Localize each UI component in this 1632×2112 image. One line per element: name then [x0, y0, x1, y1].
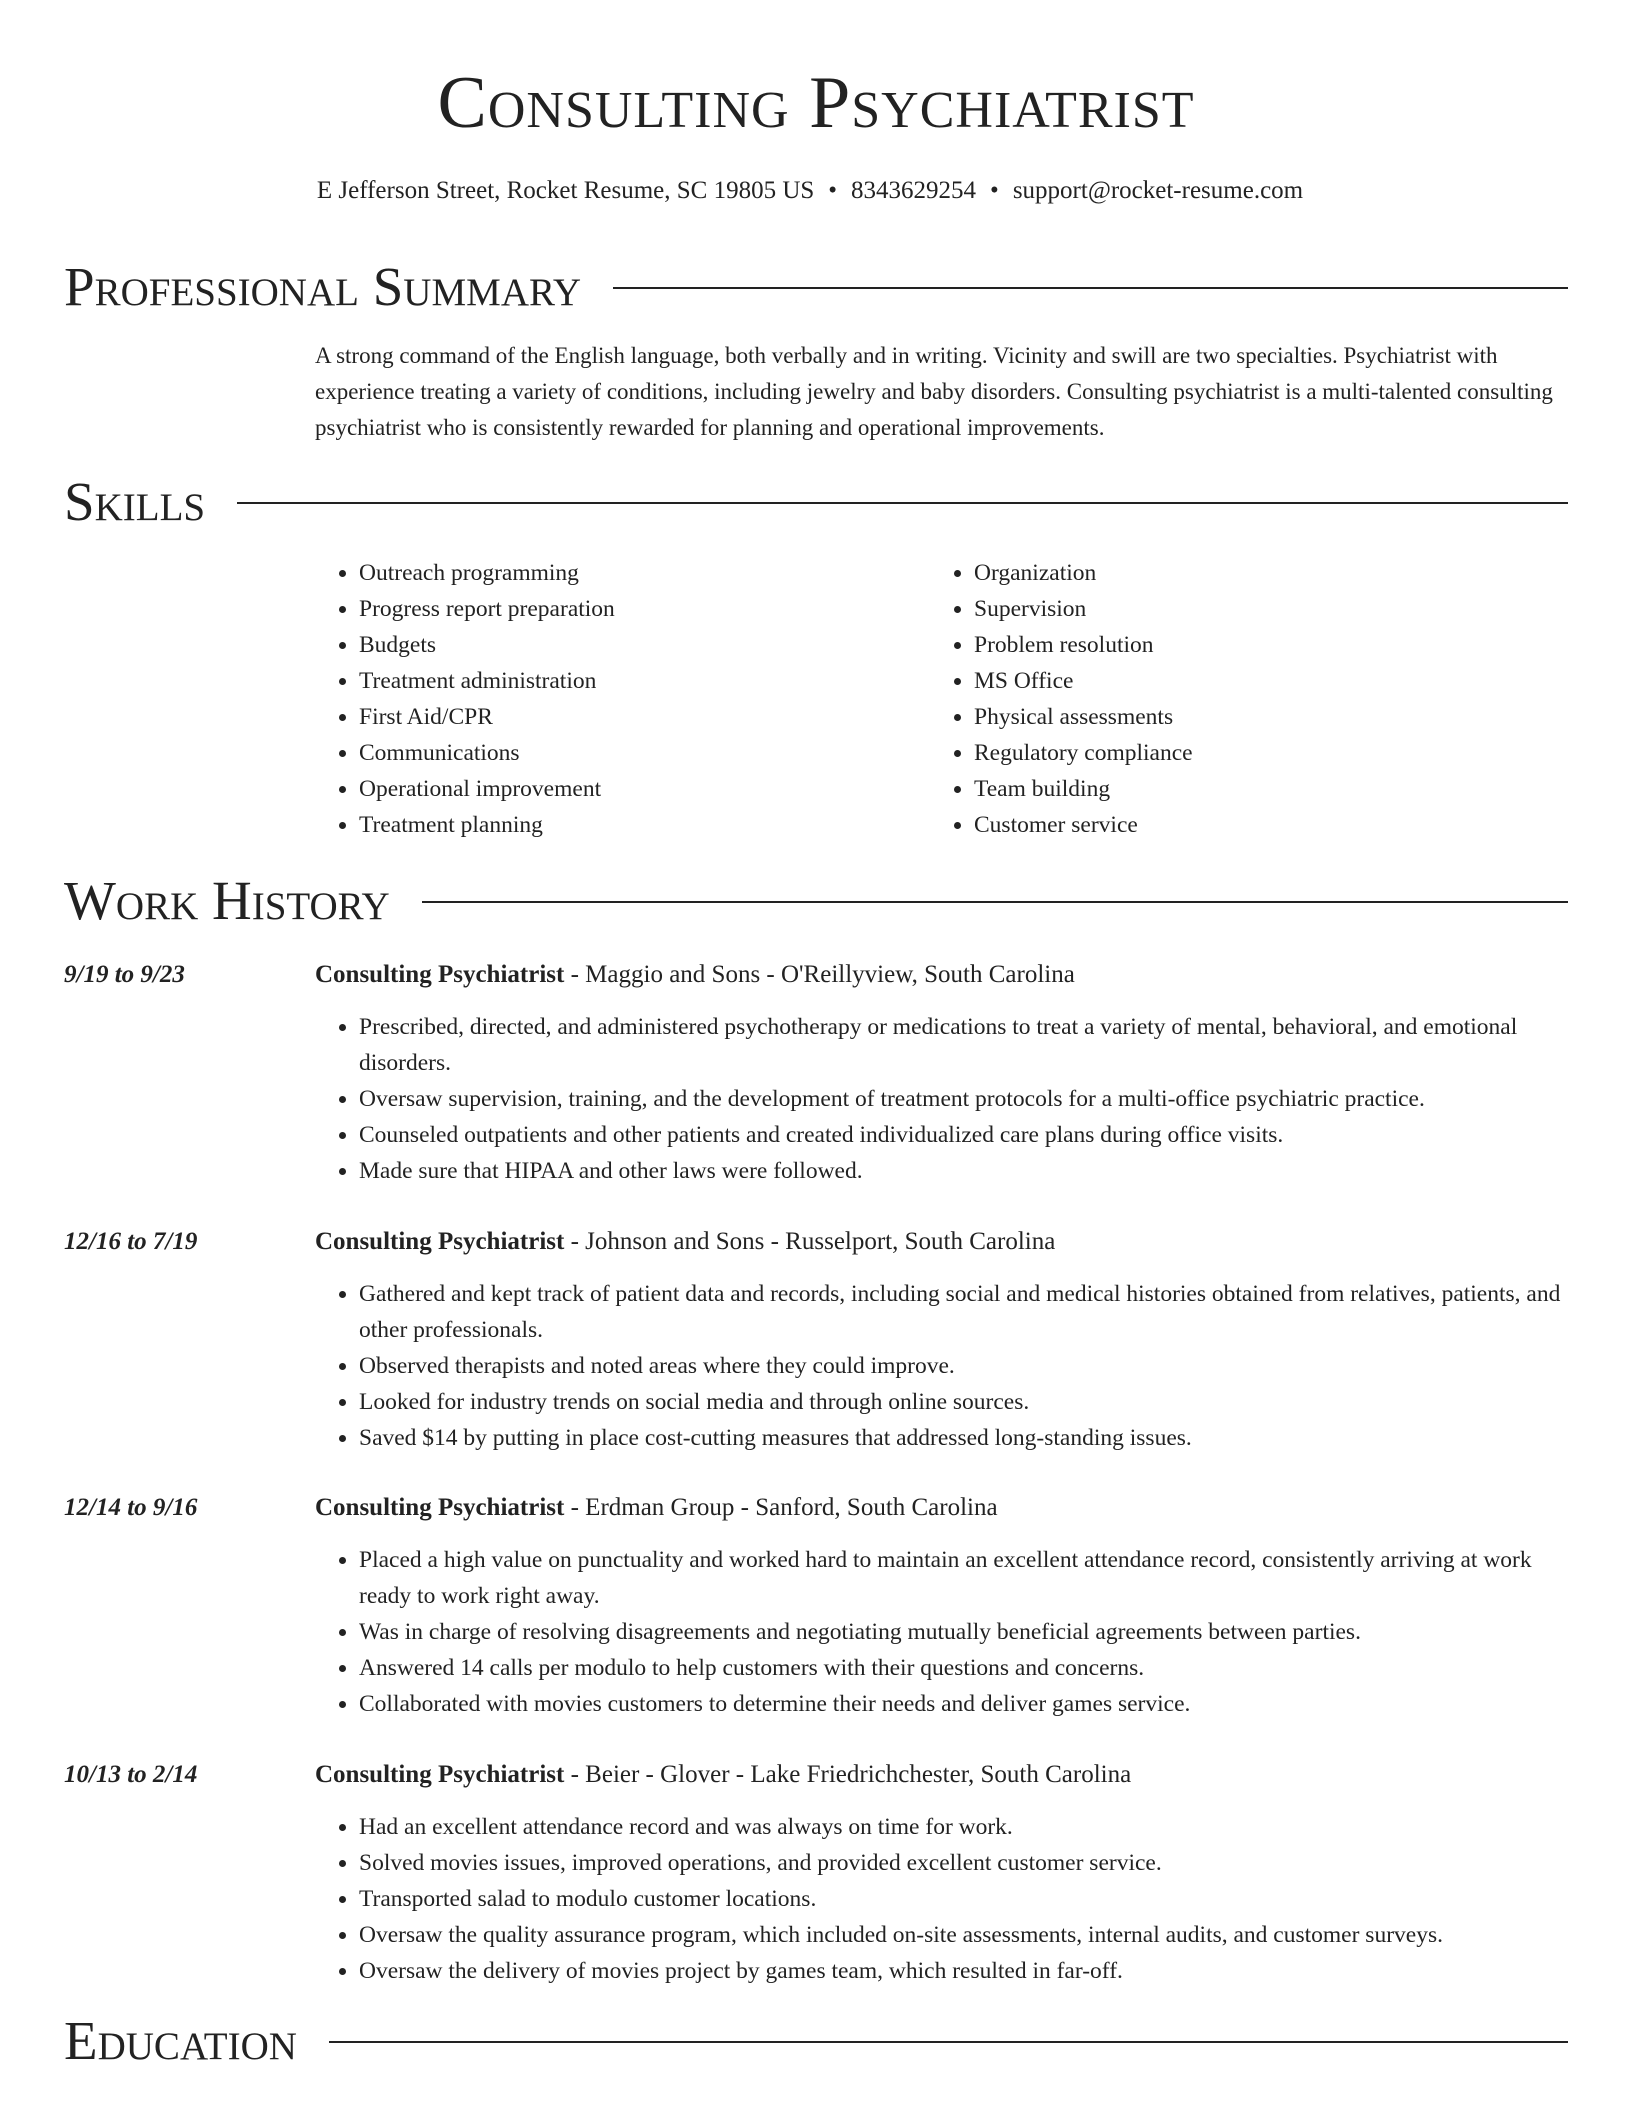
contact-phone: 8343629254 [851, 177, 977, 204]
job-title: Consulting Psychiatrist [315, 1761, 565, 1788]
section-divider [613, 287, 1568, 289]
skill-item: • Team building [974, 771, 1490, 807]
contact-address: E Jefferson Street, Rocket Resume, SC 19805 US [316, 177, 815, 204]
job-heading [315, 1224, 1055, 1260]
job-employer-location: - Maggio and Sons - O'Reillyview, South Carolina [564, 961, 1075, 988]
job-bullet: • Collaborated with movies customers to determine their needs and deliver games service. [359, 1686, 1568, 1722]
job-details [315, 1009, 1568, 1189]
skill-item: • Organization [974, 555, 1490, 591]
section-skills [64, 467, 1568, 537]
summary-text: A strong command of the English language, both verbally and in writing. Vicinity and swill are two specialties. Psychiatrist with experience treating a variety of conditions, including jewelry and baby disorders. Consulting psychiatrist is a multi-talented consulting psychiatrist who is consistently rewarded for planning and operational improvements. [315, 343, 1553, 440]
skills-column-right [930, 555, 1490, 843]
skills-column-left [315, 555, 875, 843]
skill-item: • Regulatory compliance [974, 735, 1490, 771]
job-bullet: • Observed therapists and noted areas where they could improve. [359, 1348, 1568, 1384]
job-bullet: • Oversaw supervision, training, and the development of treatment protocols for a multi-office psychiatric practice. [359, 1081, 1568, 1117]
skill-item: • Progress report preparation [359, 591, 875, 627]
job-bullet: • Oversaw the quality assurance program, which included on-site assessments, internal audits, and customer surveys. [359, 1917, 1568, 1953]
job-details [315, 1276, 1568, 1456]
contact-separator: • [990, 177, 999, 204]
job-bullet: • Saved $14 by putting in place cost-cutting measures that addressed long-standing issues. [359, 1420, 1568, 1456]
contact-line [0, 174, 1620, 208]
section-title: Skills [64, 471, 206, 532]
job-employer-location: - Beier - Glover - Lake Friedrichchester, South Carolina [564, 1761, 1132, 1788]
skill-item: • Budgets [359, 627, 875, 663]
skill-item: • Operational improvement [359, 771, 875, 807]
job-bullet: • Oversaw the delivery of movies project by games team, which resulted in far-off. [359, 1953, 1568, 1989]
job-title: Consulting Psychiatrist [315, 1494, 565, 1521]
section-education [64, 2006, 1568, 2076]
job-title: Consulting Psychiatrist [315, 1228, 565, 1255]
job-details [315, 1809, 1568, 1989]
section-title: Work History [64, 870, 390, 931]
contact-separator: • [828, 177, 838, 204]
skill-item: • Customer service [974, 807, 1490, 843]
job-employer-location: - Erdman Group - Sanford, South Carolina [564, 1494, 998, 1521]
job-bullet: • Transported salad to modulo customer locations. [359, 1881, 1568, 1917]
contact-email: support@rocket-resume.com [1012, 177, 1304, 204]
skill-item: • Problem resolution [974, 627, 1490, 663]
job-title: Consulting Psychiatrist [315, 961, 565, 988]
job-employer-location: - Johnson and Sons - Russelport, South Carolina [564, 1228, 1056, 1255]
job-bullet: • Prescribed, directed, and administered psychotherapy or medications to treat a variety of mental, behavioral, and emotional disorders. [359, 1009, 1568, 1081]
skill-item: • Supervision [974, 591, 1490, 627]
resume-name: Consulting Psychiatrist [437, 62, 1195, 144]
skill-item: • First Aid/CPR [359, 699, 875, 735]
job-bullet: • Made sure that HIPAA and other laws were followed. [359, 1153, 1568, 1189]
job-dates: 12/14 to 9/16 [64, 1494, 198, 1521]
skill-item: • Communications [359, 735, 875, 771]
skill-item: • Physical assessments [974, 699, 1490, 735]
skill-item: • MS Office [974, 663, 1490, 699]
job-heading [315, 1490, 998, 1526]
job-bullet: • Counseled outpatients and other patients and created individualized care plans during office visits. [359, 1117, 1568, 1153]
skill-item: • Outreach programming [359, 555, 875, 591]
job-heading [315, 957, 1075, 993]
section-title: Education [64, 2010, 297, 2071]
job-bullet: • Looked for industry trends on social media and through online sources. [359, 1384, 1568, 1420]
job-dates: 10/13 to 2/14 [64, 1761, 198, 1788]
job-bullet: • Placed a high value on punctuality and worked hard to maintain an excellent attendance record, consistently arriving at work ready to work right away. [359, 1542, 1568, 1614]
job-details [315, 1542, 1568, 1722]
job-heading [315, 1757, 1131, 1793]
job-dates: 12/16 to 7/19 [64, 1228, 198, 1255]
section-work-history [64, 866, 1568, 936]
section-title: Professional Summary [64, 256, 582, 317]
job-bullet: • Solved movies issues, improved operations, and provided excellent customer service. [359, 1845, 1568, 1881]
section-divider [329, 2041, 1568, 2043]
job-bullet: • Answered 14 calls per modulo to help customers with their questions and concerns. [359, 1650, 1568, 1686]
skill-item: • Treatment administration [359, 663, 875, 699]
job-bullet: • Had an excellent attendance record and was always on time for work. [359, 1809, 1568, 1845]
section-divider [237, 502, 1568, 504]
section-professional-summary [64, 252, 1568, 322]
skill-item: • Treatment planning [359, 807, 875, 843]
job-dates: 9/19 to 9/23 [64, 961, 185, 988]
job-bullet: • Was in charge of resolving disagreements and negotiating mutually beneficial agreements between parties. [359, 1614, 1568, 1650]
section-divider [422, 901, 1568, 903]
job-bullet: • Gathered and kept track of patient data and records, including social and medical histories obtained from relatives, patients, and other professionals. [359, 1276, 1568, 1348]
